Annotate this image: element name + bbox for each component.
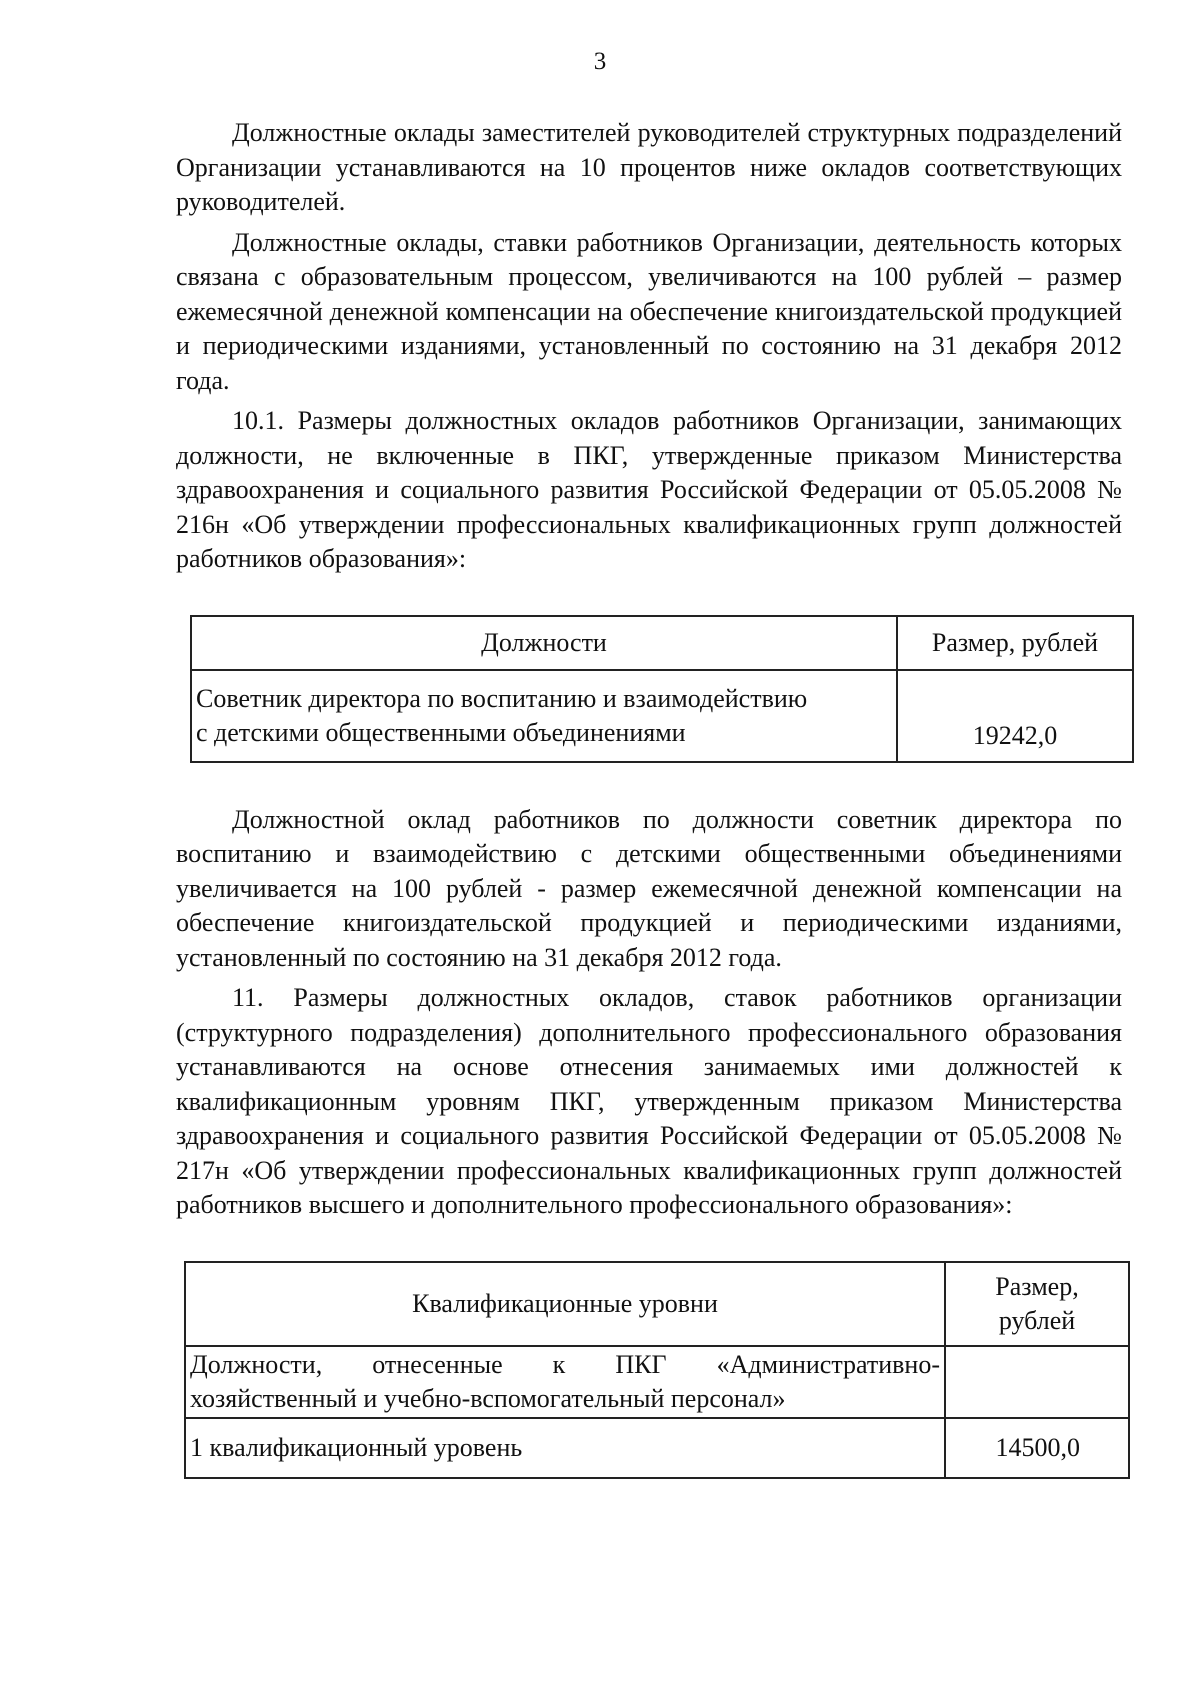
table-row [191,670,1133,762]
header-amount-line-2: рублей [998,1305,1076,1335]
document-body [176,116,1122,1479]
positions-salary-table [190,615,1134,763]
cell-position [191,670,897,762]
header-qualification-levels: Квалификационные уровни [185,1262,945,1346]
cell-pkg-group [185,1346,945,1418]
header-amount [945,1262,1129,1346]
qualification-levels-table [184,1261,1130,1479]
cell-amount-empty [945,1346,1129,1418]
table-header-row [185,1262,1129,1346]
paragraph-10-1: 10.1. Размеры должностных окладов работников Организации, занимающих должности, не включенные в ПКГ, утвержденные приказом Министерства здравоохранения и социального развития Российской Федерации от 05.05.2008 № 216н «Об утверждении профессиональных квалификационных групп должностей работников образования»: [176,406,1122,573]
pkg-group-line-1: Должности, отнесенные к ПКГ «Административно- [190,1349,940,1379]
header-positions: Должности [191,616,897,670]
cell-qualification-level: 1 квалификационный уровень [185,1418,945,1478]
table-header-row [191,616,1133,670]
table-row [185,1418,1129,1478]
paragraph-deputy-salaries: Должностные оклады заместителей руководителей структурных подразделений Организации устанавливаются на 10 процентов ниже окладов соответствующих руководителей. [176,118,1122,216]
header-amount-line-1: Размер, [995,1271,1079,1301]
paragraph-advisor-compensation: Должностной оклад работников по должности советник директора по воспитанию и взаимодействию с детскими общественными объединениями увеличивается на 100 рублей - размер ежемесячной денежной компенсации на обеспечение книгоиздательской продукцией и периодическими изданиями, установленный по состоянию на 31 декабря 2012 года. [176,804,1122,972]
cell-amount: 19242,0 [897,670,1133,762]
paragraph-education-staff-compensation: Должностные оклады, ставки работников Организации, деятельность которых связана с образовательным процессом, увеличиваются на 100 рублей – размер ежемесячной денежной компенсации на обеспечение книгоиздательской продукцией и периодическими изданиями, установленный по состоянию на 31 декабря 2012 года. [176,227,1122,395]
position-line-2: с детскими общественными объединениями [196,717,686,747]
table-row [185,1346,1129,1418]
cell-amount: 14500,0 [945,1418,1129,1478]
header-amount: Размер, рублей [897,616,1133,670]
pkg-group-line-2: хозяйственный и учебно-вспомогательный персонал» [190,1383,786,1413]
position-line-1: Советник директора по воспитанию и взаимодействию [196,683,808,713]
page-number: 3 [593,48,607,75]
paragraph-11: 11. Размеры должностных окладов, ставок работников организации (структурного подразделения) дополнительного профессионального образования устанавливаются на основе отнесения занимаемых ими должностей к квалификационным уровням ПКГ, утвержденным приказом Министерства здравоохранения и социального развития Российской Федерации от 05.05.2008 № 217н «Об утверждении профессиональных квалификационных групп должностей работников высшего и дополнительного профессионального образования»: [176,983,1122,1219]
